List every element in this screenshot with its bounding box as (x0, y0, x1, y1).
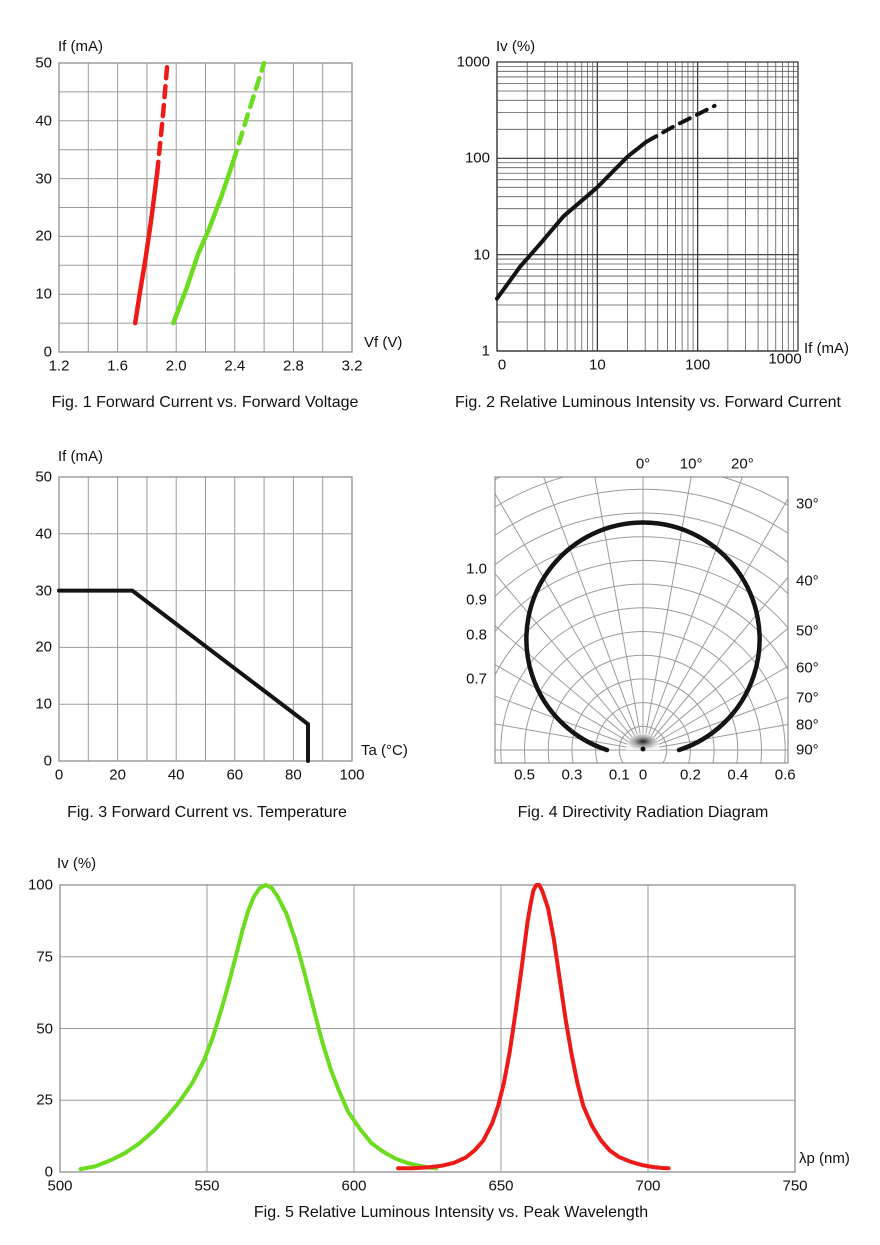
fig3-y-tick: 10 (35, 695, 52, 713)
fig4-caption: Fig. 4 Directivity Radiation Diagram (517, 804, 769, 821)
fig2-x-tick: 10 (588, 356, 606, 374)
fig4-angle-tick: 90° (796, 741, 819, 759)
fig1-x-tick: 2.8 (282, 357, 304, 375)
fig4-radius-tick: 0.3 (561, 766, 583, 784)
fig4-radius-tick: 0.5 (514, 766, 535, 784)
fig5-x-tick: 550 (194, 1177, 220, 1195)
fig3-x-tick: 40 (167, 766, 185, 784)
fig4-plot (495, 477, 788, 763)
fig3-x-axis-label: Ta (°C) (361, 742, 408, 759)
fig4-radius-tick: 0.6 (774, 766, 796, 784)
fig1-series-red-led-dashed (157, 63, 167, 173)
fig3-x-tick: 20 (109, 766, 126, 784)
fig1-y-tick: 20 (35, 227, 52, 245)
fig4-radius-tick: 0 (638, 766, 648, 784)
fig1-y-tick: 10 (35, 285, 52, 303)
fig3-x-tick: 0 (54, 766, 64, 784)
fig5-y-tick: 75 (36, 948, 53, 966)
fig2-y-tick: 10 (473, 246, 490, 264)
fig5-x-tick: 750 (782, 1177, 808, 1195)
fig1-x-tick: 1.6 (107, 357, 129, 375)
fig1-x-tick: 2.4 (224, 357, 246, 375)
fig1-y-axis-label: If (mA) (58, 38, 103, 55)
fig2-y-tick: 1000 (456, 53, 490, 71)
fig3-plot (59, 477, 352, 761)
fig2-y-tick: 1 (481, 342, 490, 360)
fig3-y-tick: 20 (35, 638, 52, 656)
fig5-plot (60, 885, 795, 1172)
fig3-y-axis-label: If (mA) (58, 448, 103, 465)
fig5-x-tick: 700 (635, 1177, 661, 1195)
fig1-series-red-led (135, 173, 157, 323)
fig1-y-tick: 40 (35, 112, 52, 130)
fig5-caption: Fig. 5 Relative Luminous Intensity vs. Peak Wavelength (253, 1204, 649, 1221)
fig2-y-tick: 100 (464, 149, 490, 167)
fig3-caption: Fig. 3 Forward Current vs. Temperature (67, 804, 347, 821)
fig5-y-axis-label: Iv (%) (57, 855, 97, 872)
fig5-y-tick: 100 (27, 876, 53, 894)
fig4-angle-tick: 60° (796, 659, 819, 677)
fig3-x-tick: 60 (226, 766, 244, 784)
fig2-x-axis-label: If (mA) (804, 340, 849, 357)
fig1-y-tick: 30 (35, 170, 52, 188)
fig4-angle-tick: 10° (679, 455, 703, 473)
fig3-x-tick: 100 (339, 766, 365, 784)
fig1-x-tick: 1.2 (48, 357, 70, 375)
fig1-y-tick: 50 (35, 54, 52, 72)
fig4-angle-tick: 0° (635, 455, 651, 473)
fig5-series-green-spectrum (81, 885, 437, 1169)
fig4-radius-tick: 1.0 (466, 560, 487, 578)
fig3-series-derating-curve (59, 591, 308, 761)
fig5-y-tick: 0 (44, 1163, 53, 1181)
fig2-series-iv-vs-if (497, 142, 647, 299)
fig1-plot (59, 63, 352, 352)
fig3-y-tick: 50 (35, 468, 52, 486)
fig5-y-tick: 50 (36, 1020, 53, 1037)
fig5-x-tick: 500 (47, 1177, 73, 1195)
fig2-caption: Fig. 2 Relative Luminous Intensity vs. Forward Current (455, 394, 841, 411)
fig3-y-tick: 30 (35, 582, 52, 600)
fig1-y-tick: 0 (43, 343, 52, 361)
fig3-y-tick: 40 (35, 525, 52, 543)
fig1-x-tick: 2.0 (165, 357, 187, 375)
fig1-series-green-led (173, 161, 233, 323)
fig4-angle-tick: 70° (796, 689, 819, 707)
fig5-x-tick: 600 (341, 1177, 367, 1195)
fig2-y-axis-label: Iv (%) (496, 38, 536, 55)
fig1-x-axis-label: Vf (V) (364, 334, 403, 351)
fig1-series-green-led-dashed (233, 63, 264, 161)
fig4-angle-tick: 80° (796, 716, 819, 734)
fig2-x-tick: 1000 (768, 350, 802, 368)
fig4-radius-tick: 0.2 (679, 766, 701, 784)
fig2-series-iv-vs-if-dashed (647, 106, 715, 142)
fig3-x-tick: 80 (285, 766, 302, 784)
fig5-series-red-spectrum (398, 885, 668, 1168)
fig2-x-tick: 0 (497, 356, 507, 374)
fig4-radius-tick: 0.8 (466, 626, 487, 644)
fig4-angle-tick: 40° (796, 572, 819, 590)
fig4-angle-tick: 20° (731, 455, 754, 473)
fig4-radius-tick: 0.7 (466, 670, 487, 688)
fig2-plot (497, 62, 798, 351)
fig3-y-tick: 0 (43, 752, 52, 770)
fig1-caption: Fig. 1 Forward Current vs. Forward Voltage (51, 394, 359, 411)
fig4-angle-tick: 50° (796, 622, 819, 640)
fig4-radius-tick: 0.4 (727, 766, 749, 784)
fig1-x-tick: 3.2 (341, 357, 363, 375)
fig4-radius-tick: 0.9 (466, 591, 487, 609)
fig4-angle-tick: 30° (796, 495, 819, 513)
fig5-x-tick: 650 (488, 1177, 514, 1195)
fig2-x-tick: 100 (685, 356, 711, 374)
fig5-x-axis-label: λp (nm) (799, 1150, 850, 1167)
fig4-radius-tick: 0.1 (608, 766, 630, 784)
fig5-y-tick: 25 (36, 1091, 53, 1109)
